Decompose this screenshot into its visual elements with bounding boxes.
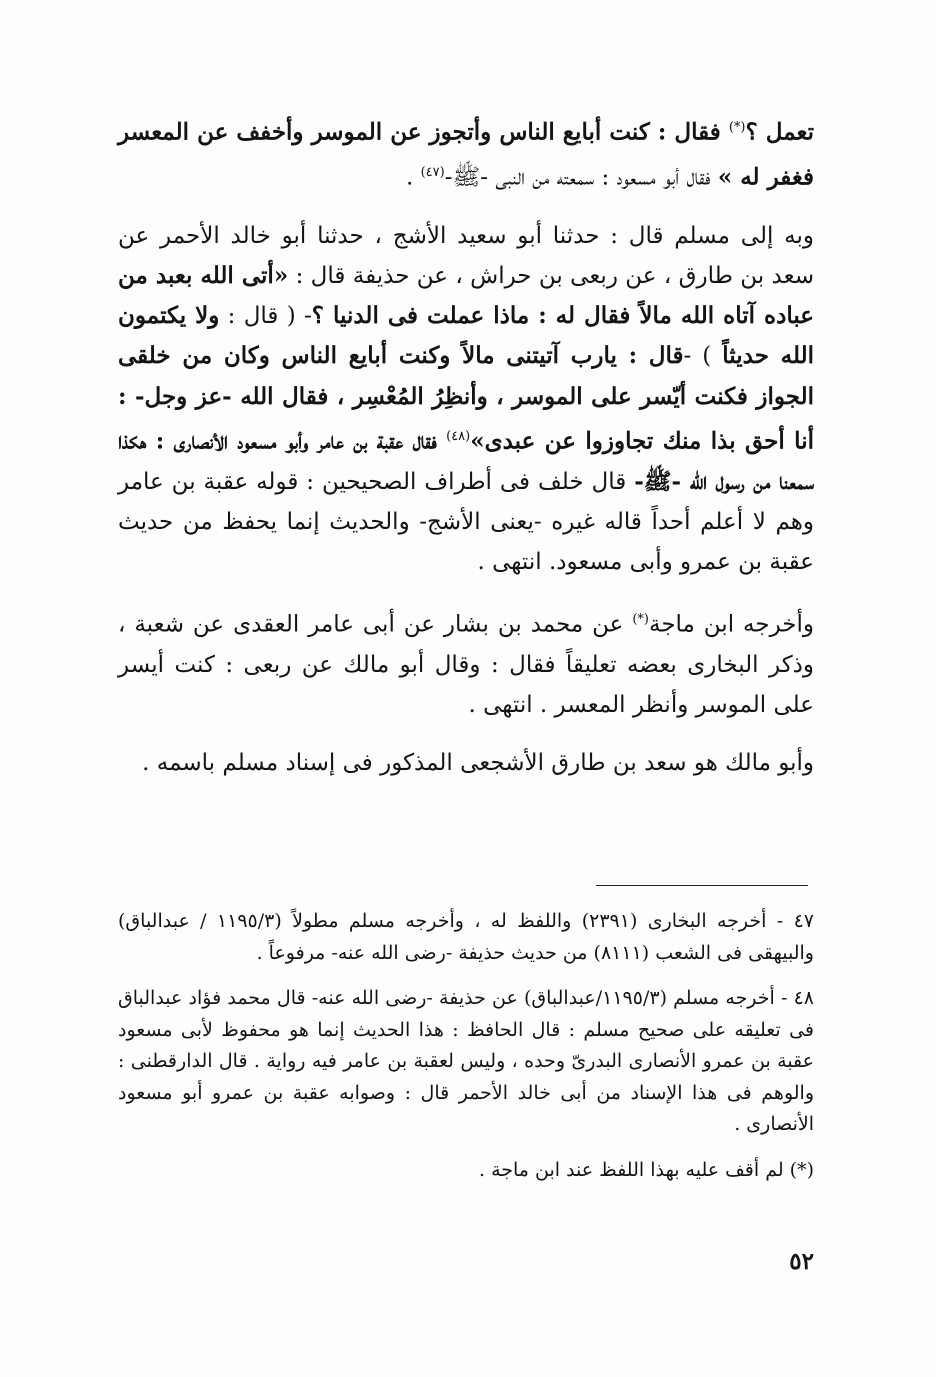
footnote-separator bbox=[596, 885, 808, 886]
p1-ref: (٤٧) bbox=[420, 164, 445, 180]
p2-plain-a: وبه إلى مسلم قال : حدثنا أبو سعيد الأشج ، حدثنا أبو خالد الأحمر عن سعد بن طارق ، عن ربعى بن حراش ، عن حذيفة قال : bbox=[118, 222, 814, 289]
paragraph-3 bbox=[118, 600, 814, 725]
p2-bold-a: «أتى الله بعبد من عباده آتاه الله مالاً فقال له : ماذا عملت فى الدنيا ؟ bbox=[118, 261, 814, 330]
p2-bold-d: فقال عقبة بن عامر وأبو مسعود الأنصارى : هكذا سمعنا من رسول الله -ﷺ- bbox=[118, 427, 814, 495]
p1-bold-b: فقال : كنت أبايع الناس وأتجوز عن الموسر وأخفف عن المعسر فغفر له » bbox=[118, 118, 814, 191]
p2-plain-c: ) - bbox=[683, 343, 723, 370]
paragraph-4: وأبو مالك هو سعد بن طارق الأشجعى المذكور فى إسناد مسلم باسمه . bbox=[142, 750, 814, 777]
page-number: ٥٢ bbox=[789, 1248, 814, 1275]
footnote-star: (*) لم أقف عليه بهذا اللفظ عند ابن ماجة . bbox=[478, 1158, 814, 1181]
p3-note-marker: (*) bbox=[632, 612, 649, 628]
p3-plain-b: عن محمد بن بشار عن أبى عامر العقدى عن شعبة ، وذكر البخارى بعضه تعليقاً فقال : وقال أبو مالك عن ربعى : كنت أيسر على الموسر وأنظر المعسر . انتهى . bbox=[118, 611, 814, 719]
main-text bbox=[118, 108, 814, 784]
footnotes bbox=[118, 906, 814, 1186]
p3-plain-a: وأخرجه ابن ماجة bbox=[649, 611, 814, 638]
paragraph-2 bbox=[118, 216, 814, 582]
p2-plain-d: قال خلف فى أطراف الصحيحين : قوله عقبة بن عامر وهم لا أعلم أحداً قاله غيره -يعنى الأشج- والحديث إنما يحفظ من حديث عقبة بن عمرو وأبى مسعود. انتهى . bbox=[118, 468, 814, 575]
p1-plain-b: . bbox=[405, 164, 421, 191]
p2-ref: (٤٨) bbox=[446, 428, 471, 444]
footnote-48: ٤٨ - أخرجه مسلم (١١٩٥/٣/عبدالباق) عن حذيفة -رضى الله عنه- قال محمد فؤاد عبدالباق فى تعليقه على صحيح مسلم : قال الحافظ : هذا الحديث إنما هو محفوظ لأبى مسعود عقبة بن عمرو الأنصارى البدرىّ وحده ، وليس لعقبة بن عامر فيه رواية . قال الدارقطنى : والوهم فى هذا الإسناد من أبى خالد الأحمر قال : وصوابه عقبة بن عمرو أبو مسعود الأنصارى . bbox=[118, 987, 814, 1135]
p1-plain-a: فقال أبو مسعود : سمعته من النبى -ﷺ- bbox=[444, 164, 718, 191]
p2-bold-b: ولا يكتمون الله حديثاً bbox=[118, 302, 814, 370]
p1-note-marker: (*) bbox=[728, 120, 746, 135]
footnote-47: ٤٧ - أخرجه البخارى (٢٣٩١) واللفظ له ، وأخرجه مسلم مطولاً (١١٩٥/٣ / عبدالباق) والبيهقى فى الشعب (٨١١١) من حديث حذيفة -رضى الله عنه- مرفوعاً . bbox=[118, 910, 814, 964]
p2-plain-b: - ( قال : bbox=[219, 303, 312, 330]
p2-bold-c: قال : يارب آتيتنى مالاً وكنت أبايع الناس وكان من خلقى الجواز فكنت أيّسر على الموسر ، وأنظِرُ المُعْسِر ، فقال الله -عز وجل- : أنا أحق بذا منك تجاوزوا عن عبدى» bbox=[118, 342, 814, 455]
paragraph-1 bbox=[118, 108, 814, 198]
p1-bold-a: تعمل ؟ bbox=[745, 118, 814, 146]
